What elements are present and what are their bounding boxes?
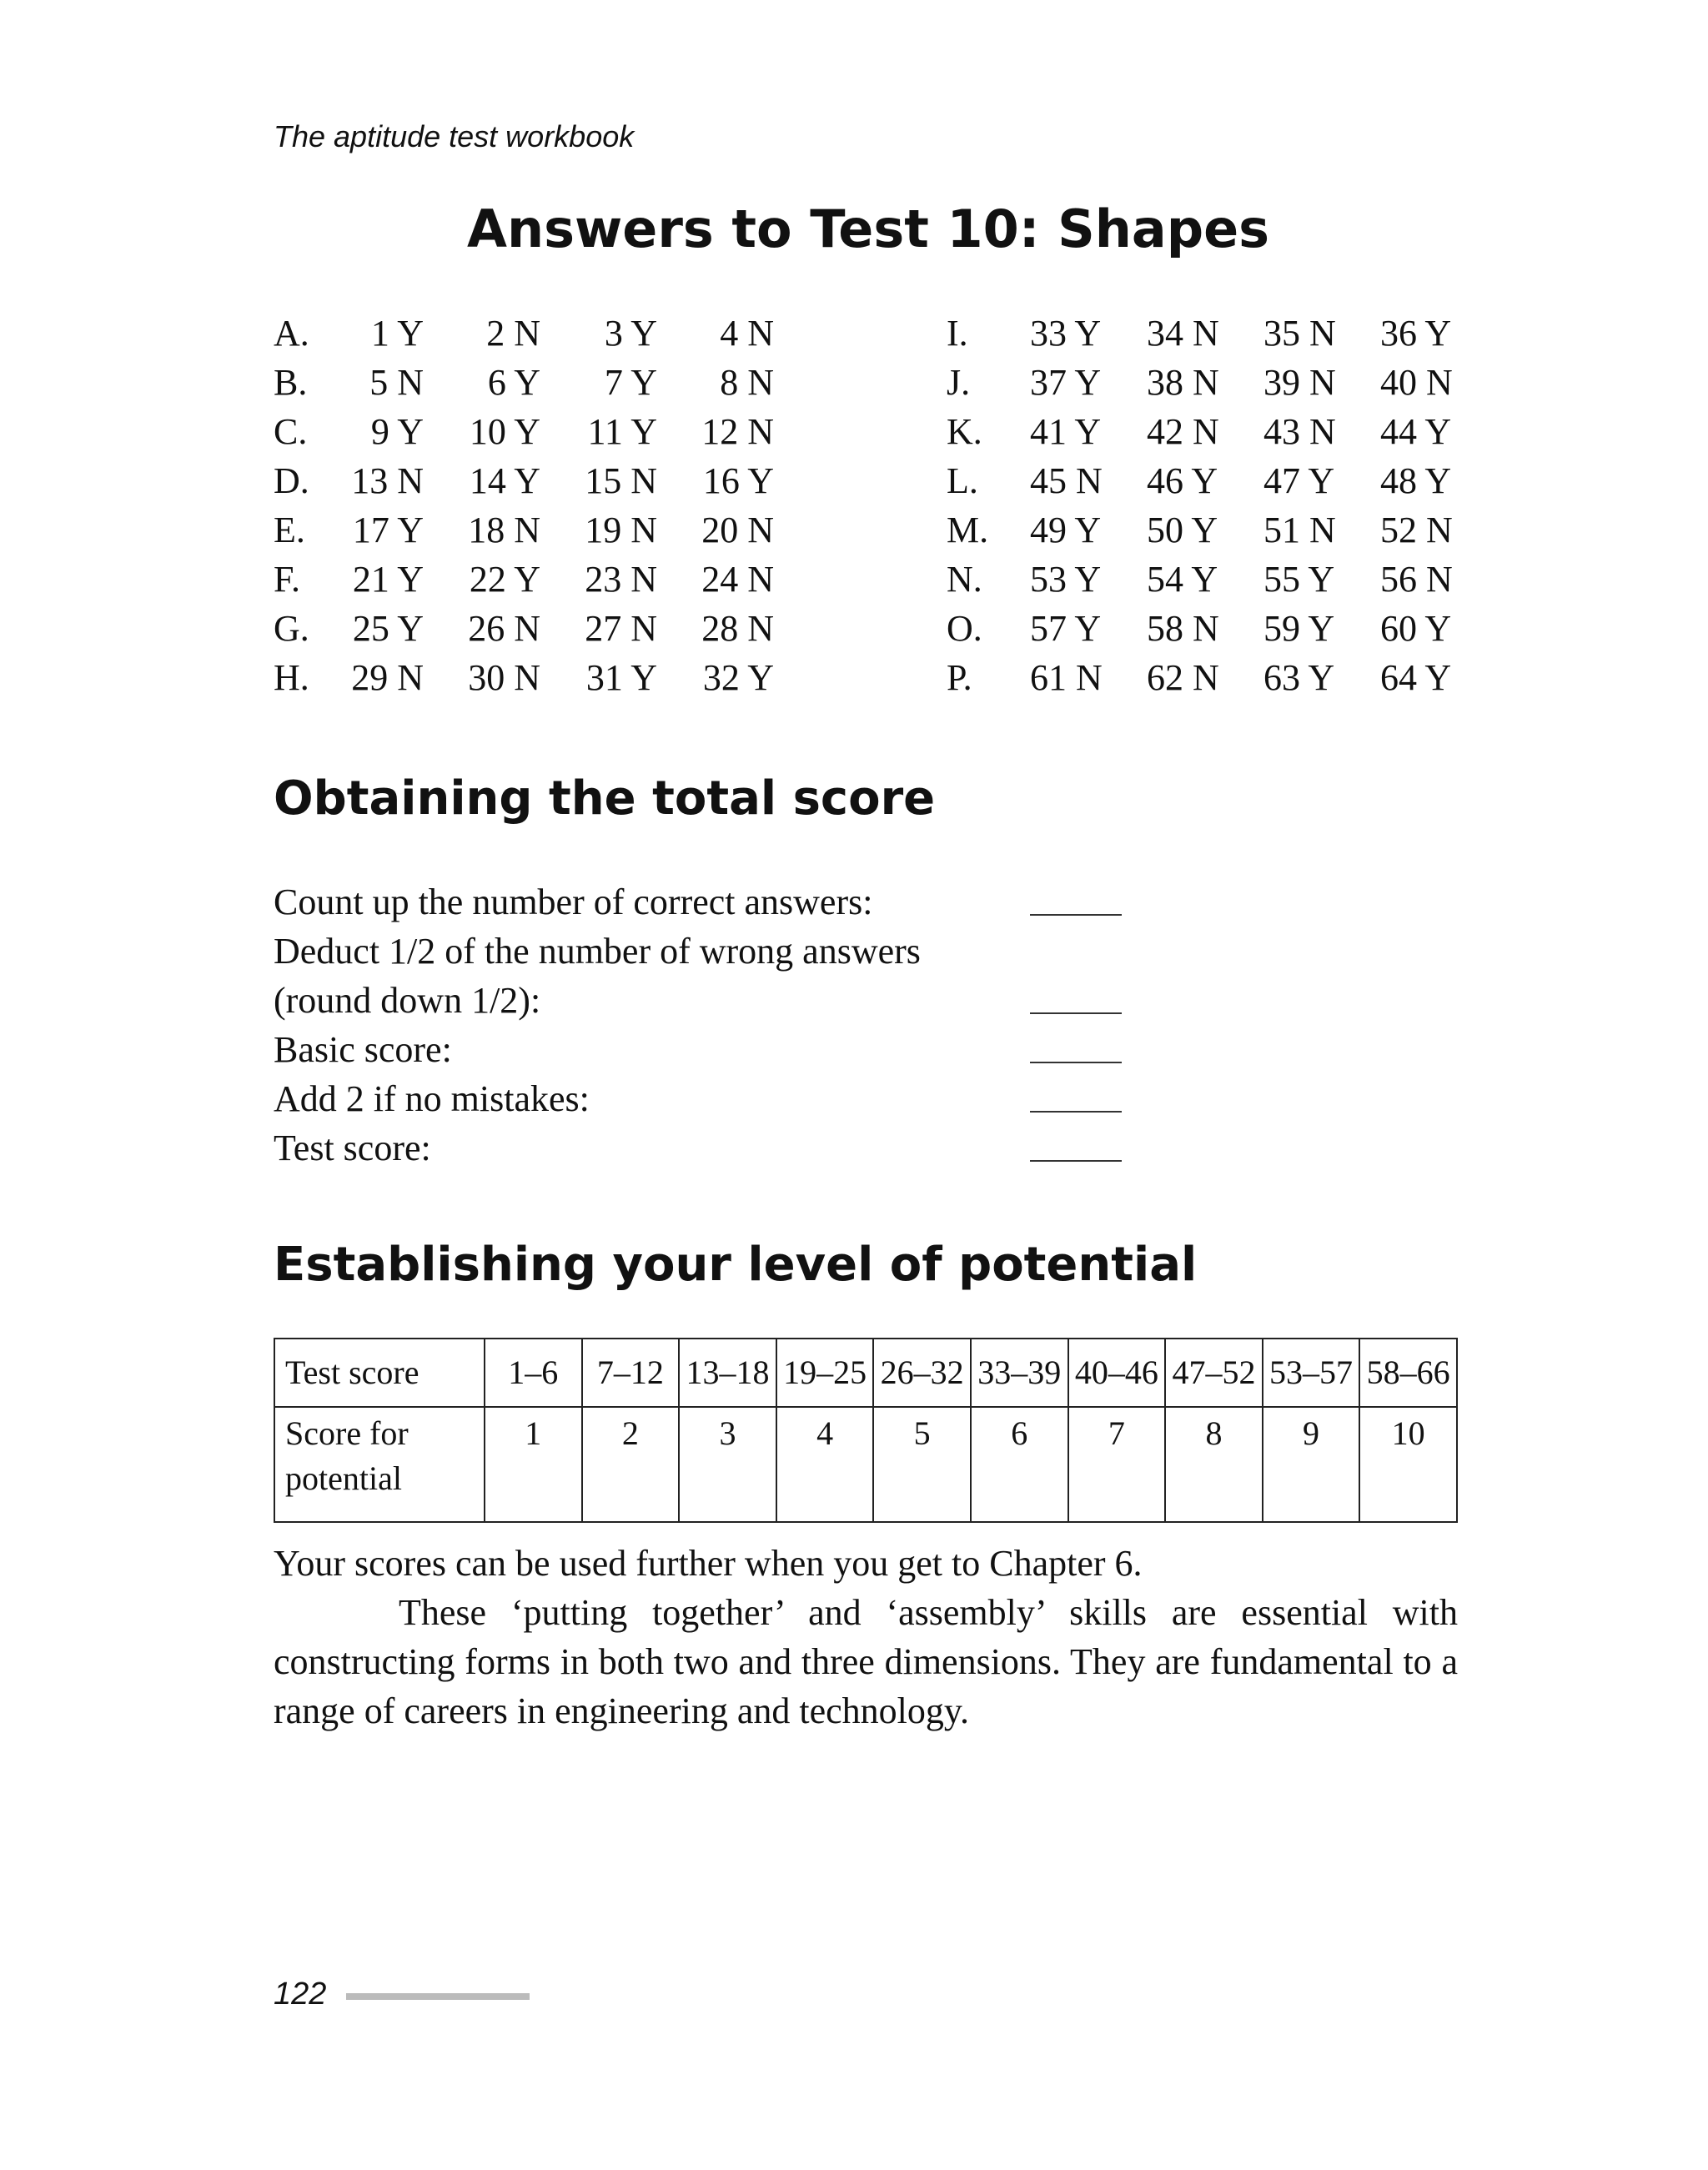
answer-row [274,505,807,555]
answer-group-letter: M. [947,510,989,550]
table-cell-test-score-range: 33–39 [971,1339,1068,1407]
answer-item: 50 Y [1147,510,1218,550]
score-worksheet [274,877,1191,1173]
answer-item: 60 Y [1380,608,1452,649]
answer-group-letter: C. [274,411,308,452]
table-cell-potential-score: 8 [1165,1407,1263,1522]
score-line-label: Add 2 if no mistakes: [274,1078,590,1119]
answer-item: 49 Y [1030,510,1102,550]
answer-row [947,309,1480,358]
table-cell-test-score-range: 58–66 [1359,1339,1457,1407]
answer-item: 36 Y [1380,313,1452,354]
answer-item: 20 N [701,510,774,550]
table-header-test-score: Test score [274,1339,485,1407]
answer-key-right [947,309,1480,702]
answer-item: 19 N [585,510,657,550]
answer-item: 62 N [1147,657,1219,698]
table-cell-test-score-range: 13–18 [679,1339,776,1407]
answer-blank[interactable] [1030,1012,1122,1014]
answer-item: 9 Y [370,411,424,452]
folio-rule [346,1993,530,2000]
answer-item: 13 N [351,460,424,501]
answer-item: 47 Y [1263,460,1335,501]
table-cell-potential-score: 10 [1359,1407,1457,1522]
answer-row [274,604,807,653]
answer-item: 3 Y [604,313,657,354]
table-row-score-for-potential [274,1407,1457,1522]
answer-group-letter: J. [947,362,971,403]
answer-item: 55 Y [1263,559,1335,600]
answer-row [947,358,1480,407]
answer-item: 42 N [1147,411,1219,452]
answer-group-letter: E. [274,510,305,550]
answer-item: 57 Y [1030,608,1102,649]
paragraph: These ‘putting together’ and ‘assembly’ skills are essential with constructing forms in both two and three dimensions. They are fundamental to a range of careers in engineering and technology. [274,1592,1458,1731]
answer-group-letter: F. [274,559,300,600]
score-line [274,877,1191,927]
answer-item: 33 Y [1030,313,1102,354]
answer-item: 15 N [585,460,657,501]
table-cell-potential-score: 9 [1263,1407,1360,1522]
score-line [274,1025,1191,1074]
answer-item: 1 Y [370,313,424,354]
table-header-line: Score for [285,1414,409,1452]
answer-row [274,358,807,407]
body-text [274,1539,1458,1735]
answer-group-letter: N. [947,559,982,600]
answer-item: 45 N [1030,460,1103,501]
answer-item: 28 N [701,608,774,649]
table-header-score-for-potential [274,1407,485,1522]
answer-group-letter: H. [274,657,309,698]
answer-item: 59 Y [1263,608,1335,649]
answer-item: 31 Y [585,657,657,698]
answer-item: 24 N [701,559,774,600]
answer-item: 64 Y [1380,657,1452,698]
answer-item: 8 N [720,362,774,403]
table-cell-test-score-range: 1–6 [485,1339,582,1407]
table-cell-test-score-range: 26–32 [873,1339,971,1407]
table-cell-potential-score: 3 [679,1407,776,1522]
answer-group-letter: D. [274,460,309,501]
answer-item: 51 N [1263,510,1336,550]
answer-item: 5 N [369,362,424,403]
answer-item: 34 N [1147,313,1219,354]
answer-item: 12 N [701,411,774,452]
answer-item: 41 Y [1030,411,1102,452]
answer-item: 26 N [468,608,540,649]
answer-item: 10 Y [469,411,540,452]
answer-group-letter: G. [274,608,309,649]
answer-item: 44 Y [1380,411,1452,452]
answer-item: 37 Y [1030,362,1102,403]
answer-group-letter: I. [947,313,968,354]
paragraph: Your scores can be used further when you get to Chapter 6. [274,1543,1143,1584]
answer-row [274,407,807,456]
score-line-label: (round down 1/2): [274,980,541,1021]
answer-item: 18 N [468,510,540,550]
answer-key-left [274,309,807,702]
answer-item: 53 Y [1030,559,1102,600]
answer-item: 22 Y [469,559,540,600]
answer-item: 29 N [351,657,424,698]
score-line [274,1074,1191,1123]
answer-row [947,604,1480,653]
table-cell-test-score-range: 40–46 [1068,1339,1166,1407]
score-line [274,1123,1191,1173]
answer-item: 21 Y [352,559,424,600]
answer-item: 38 N [1147,362,1219,403]
answer-item: 43 N [1263,411,1336,452]
answer-item: 25 Y [352,608,424,649]
table-cell-potential-score: 7 [1068,1407,1166,1522]
table-cell-potential-score: 4 [776,1407,874,1522]
score-line [274,927,1191,976]
answer-item: 58 N [1147,608,1219,649]
answer-item: 61 N [1030,657,1103,698]
answer-item: 4 N [720,313,774,354]
answer-row [947,407,1480,456]
answer-item: 32 Y [702,657,774,698]
score-line-label: Test score: [274,1128,431,1168]
answer-row [947,456,1480,505]
score-line-label: Basic score: [274,1029,452,1070]
potential-table [274,1338,1458,1523]
answer-item: 40 N [1380,362,1453,403]
answer-item: 27 N [585,608,657,649]
answer-blank[interactable] [1030,1062,1122,1063]
answer-item: 46 Y [1147,460,1218,501]
total-score-heading: Obtaining the total score [274,771,936,826]
table-cell-potential-score: 5 [873,1407,971,1522]
answer-group-letter: P. [947,657,972,698]
table-cell-potential-score: 6 [971,1407,1068,1522]
answer-row [274,456,807,505]
answer-item: 6 Y [487,362,540,403]
answer-row [274,309,807,358]
answer-item: 14 Y [469,460,540,501]
answer-row [947,555,1480,604]
table-header-line: potential [285,1459,402,1497]
answer-blank[interactable] [1030,1160,1122,1162]
score-line [274,976,1191,1025]
answer-item: 7 Y [604,362,657,403]
page-number: 122 [274,1977,327,2012]
answer-item: 23 N [585,559,657,600]
answer-group-letter: L. [947,460,978,501]
table-cell-potential-score: 1 [485,1407,582,1522]
table-cell-test-score-range: 7–12 [582,1339,680,1407]
answer-group-letter: A. [274,313,309,354]
potential-heading: Establishing your level of potential [274,1238,1198,1292]
answer-group-letter: O. [947,608,982,649]
answer-blank[interactable] [1030,914,1122,916]
answer-item: 63 Y [1263,657,1335,698]
score-line-label: Deduct 1/2 of the number of wrong answers [274,931,921,972]
answer-item: 30 N [468,657,540,698]
answer-item: 52 N [1380,510,1453,550]
answer-blank[interactable] [1030,1111,1122,1113]
answer-item: 54 Y [1147,559,1218,600]
table-cell-potential-score: 2 [582,1407,680,1522]
answer-item: 39 N [1263,362,1336,403]
answer-row [274,555,807,604]
answer-row [947,653,1480,702]
page-title: Answers to Test 10: Shapes [467,198,1270,259]
answer-item: 2 N [486,313,540,354]
table-cell-test-score-range: 19–25 [776,1339,874,1407]
answer-item: 11 Y [587,411,657,452]
answer-item: 56 N [1380,559,1453,600]
answer-row [274,653,807,702]
answer-row [947,505,1480,555]
running-head: The aptitude test workbook [274,119,635,153]
table-row-test-score [274,1339,1457,1407]
score-line-label: Count up the number of correct answers: [274,882,873,922]
table-cell-test-score-range: 47–52 [1165,1339,1263,1407]
answer-item: 48 Y [1380,460,1452,501]
answer-group-letter: B. [274,362,308,403]
answer-item: 16 Y [702,460,774,501]
answer-group-letter: K. [947,411,982,452]
table-cell-test-score-range: 53–57 [1263,1339,1360,1407]
answer-item: 17 Y [352,510,424,550]
answer-item: 35 N [1263,313,1336,354]
